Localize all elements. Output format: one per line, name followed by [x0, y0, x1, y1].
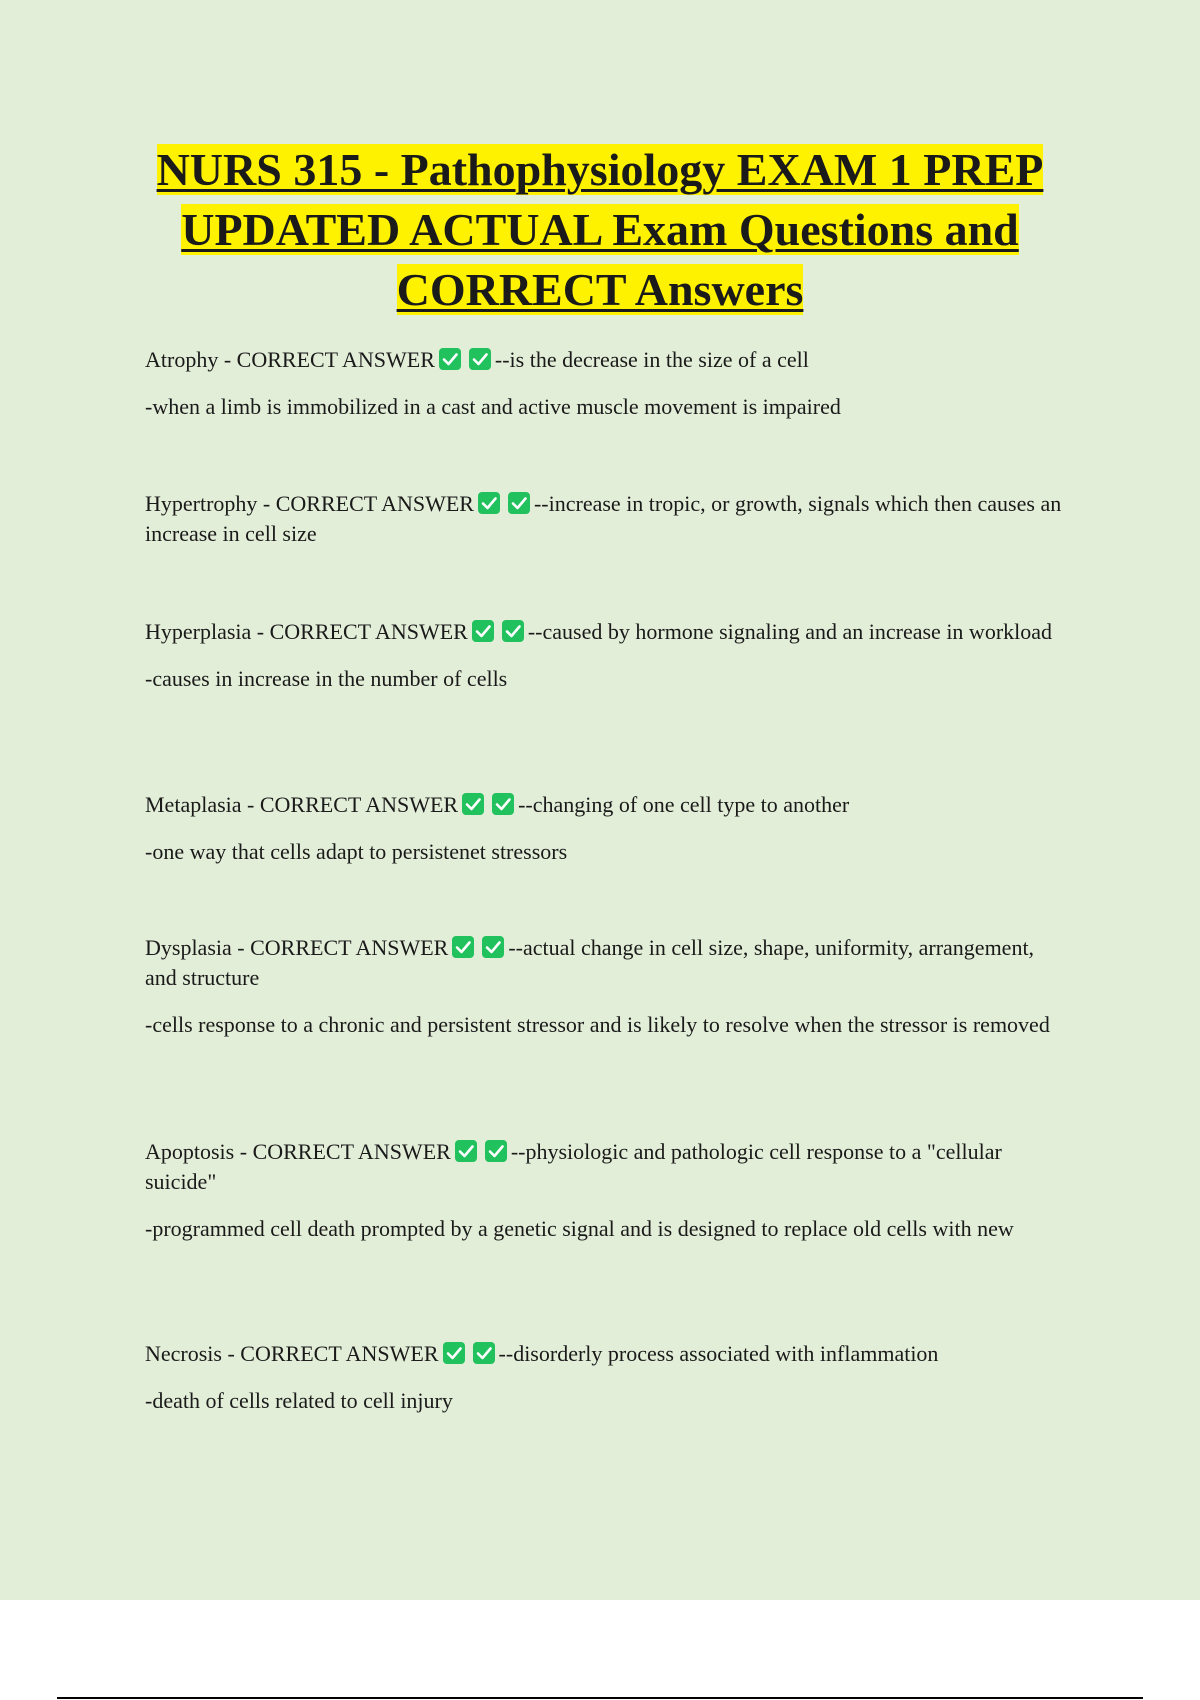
- qa-term: Metaplasia: [145, 792, 242, 817]
- qa-question: [145, 1137, 1065, 1197]
- title-line-2: UPDATED ACTUAL Exam Questions and: [181, 204, 1019, 255]
- check-box-icon: [455, 1140, 477, 1162]
- qa-definition: --actual change in cell size, shape, uniformity, arrangement, and structure: [145, 935, 1035, 990]
- qa-term: Necrosis: [145, 1341, 222, 1366]
- document-title: [0, 140, 1200, 320]
- check-box-icon: [492, 793, 514, 815]
- qa-question: [145, 790, 1065, 820]
- check-box-icon: [485, 1140, 507, 1162]
- qa-entry-dysplasia: [145, 933, 1065, 1057]
- check-box-icon: [478, 492, 500, 514]
- title-line-3: CORRECT Answers: [396, 264, 804, 315]
- qa-question: [145, 489, 1065, 549]
- qa-answer-label: - CORRECT ANSWER: [227, 1341, 439, 1366]
- check-box-icon: [452, 936, 474, 958]
- qa-term: Hypertrophy: [145, 491, 258, 516]
- qa-answer-label: - CORRECT ANSWER: [247, 792, 459, 817]
- check-box-icon: [473, 1342, 495, 1364]
- qa-definition: --is the decrease in the size of a cell: [494, 347, 809, 372]
- check-box-icon: [502, 620, 524, 642]
- qa-definition: --increase in tropic, or growth, signals which then causes an increase in cell size: [145, 491, 1062, 546]
- qa-definition: --physiologic and pathologic cell response to a "cellular suicide": [145, 1139, 1002, 1194]
- qa-note: -causes in increase in the number of cells: [145, 666, 508, 691]
- qa-answer-label: - CORRECT ANSWER: [223, 347, 435, 372]
- qa-definition: --disorderly process associated with inflammation: [498, 1341, 939, 1366]
- qa-answer-label: - CORRECT ANSWER: [239, 1139, 451, 1164]
- check-box-icon: [439, 348, 461, 370]
- qa-entry-necrosis: [145, 1339, 1065, 1433]
- qa-term: Hyperplasia: [145, 619, 252, 644]
- qa-note: -programmed cell death prompted by a genetic signal and is designed to replace old cells with new: [145, 1216, 1014, 1241]
- qa-question: [145, 933, 1065, 993]
- qa-note: -when a limb is immobilized in a cast and active muscle movement is impaired: [145, 394, 841, 419]
- qa-answer-label: - CORRECT ANSWER: [256, 619, 468, 644]
- qa-entry-atrophy: [145, 345, 1065, 439]
- title-line-1: NURS 315 - Pathophysiology EXAM 1 PREP: [156, 144, 1044, 195]
- qa-note: -death of cells related to cell injury: [145, 1388, 453, 1413]
- qa-definition: --changing of one cell type to another: [518, 792, 850, 817]
- qa-entry-hyperplasia: [145, 617, 1065, 711]
- qa-note: -one way that cells adapt to persistenet stressors: [145, 839, 568, 864]
- check-box-icon: [462, 793, 484, 815]
- qa-note: -cells response to a chronic and persistent stressor and is likely to resolve when the stressor is removed: [145, 1012, 1050, 1037]
- qa-question: [145, 345, 1065, 375]
- page-divider: [57, 1697, 1143, 1699]
- qa-answer-label: - CORRECT ANSWER: [237, 935, 449, 960]
- qa-entry-metaplasia: [145, 790, 1065, 884]
- qa-entry-hypertrophy: [145, 489, 1065, 566]
- check-box-icon: [508, 492, 530, 514]
- qa-question: [145, 1339, 1065, 1369]
- check-box-icon: [443, 1342, 465, 1364]
- qa-term: Atrophy: [145, 347, 219, 372]
- check-box-icon: [482, 936, 504, 958]
- qa-term: Apoptosis: [145, 1139, 235, 1164]
- qa-question: [145, 617, 1065, 647]
- check-box-icon: [469, 348, 491, 370]
- qa-entry-apoptosis: [145, 1137, 1065, 1261]
- check-box-icon: [472, 620, 494, 642]
- qa-answer-label: - CORRECT ANSWER: [262, 491, 474, 516]
- qa-definition: --caused by hormone signaling and an increase in workload: [527, 619, 1053, 644]
- qa-term: Dysplasia: [145, 935, 232, 960]
